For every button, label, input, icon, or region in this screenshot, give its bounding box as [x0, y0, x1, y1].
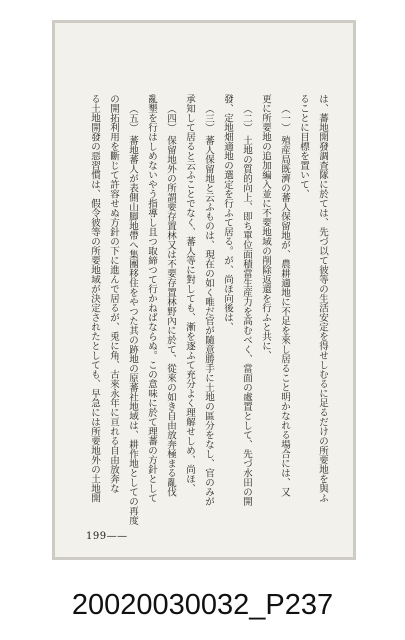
text-column: ることに目標を置いて、: [298, 94, 309, 199]
list-item-column: [123, 94, 142, 530]
page-number: 199——: [86, 531, 128, 542]
item-marker: （五）: [127, 103, 138, 132]
item-text: 蕃地蕃人が表側山脚地帶へ集團移住をやつた其の跡地の原蕃社地域は、耕作地としての再度: [127, 135, 138, 525]
item-text: 保留地外の所謂要存置林又は不要存置林野內に於て、從來の如き自由放奔極まる亂伐: [165, 135, 176, 496]
text-column: の開拓利用を斷じて許容せぬ方針の下に進んで居るが、兎に角、古來永年に亘れる自由放奔な: [108, 94, 119, 493]
item-text: 土地の質的向上、即ち單位面積當生産力を高むべく、當面の處置として、先づ水田の開: [241, 135, 252, 506]
list-item-column: [161, 94, 180, 530]
body-text: [85, 94, 332, 530]
list-item-column: [199, 94, 218, 530]
list-item-column: [237, 94, 256, 530]
text-column: は、蕃地開發調査隊に於ては、先づ以て彼等の生活安定を得せしむるに足るだけの所要地を與ふ: [317, 94, 328, 503]
item-marker: （四）: [165, 103, 176, 132]
item-marker: （二）: [241, 103, 252, 132]
text-column: 更に所要地の追加編入並に不要地域の削除返還を行ふと共に、: [260, 94, 271, 360]
item-marker: （三）: [203, 103, 214, 132]
item-text: 蕃人保留地と云ふものは、現在の如く唯だ官が隨意勝手に土地の區分をなし、官のみが: [203, 135, 214, 506]
item-marker: （一）: [279, 103, 290, 132]
text-column: 承知して居ると云ふことでなく、蕃人等に對しても、漸を逐ふて充分よく理解せしめ、尚ほ、: [184, 94, 195, 493]
archive-id-label: 20020030032_P237: [71, 589, 334, 621]
item-text: 殖産局既濟の蕃人保留地が、農耕適地に不足を來し居ること明かなれる場合には、又: [279, 135, 290, 496]
text-column: 亂墾を行はしめないやう指導し且つ取締つて行かねばならぬ。この意味に於て理蕃の方針として: [146, 94, 157, 503]
text-column: る土地開發の惡習慣は、假令彼等の所要地域が決定されたとしても、早急には所要地外の土地開: [89, 94, 100, 503]
text-column: 發、定地畑適地の選定を行ふて居る。が、尚ほ向後は、: [222, 94, 233, 332]
list-item-column: [275, 94, 294, 530]
